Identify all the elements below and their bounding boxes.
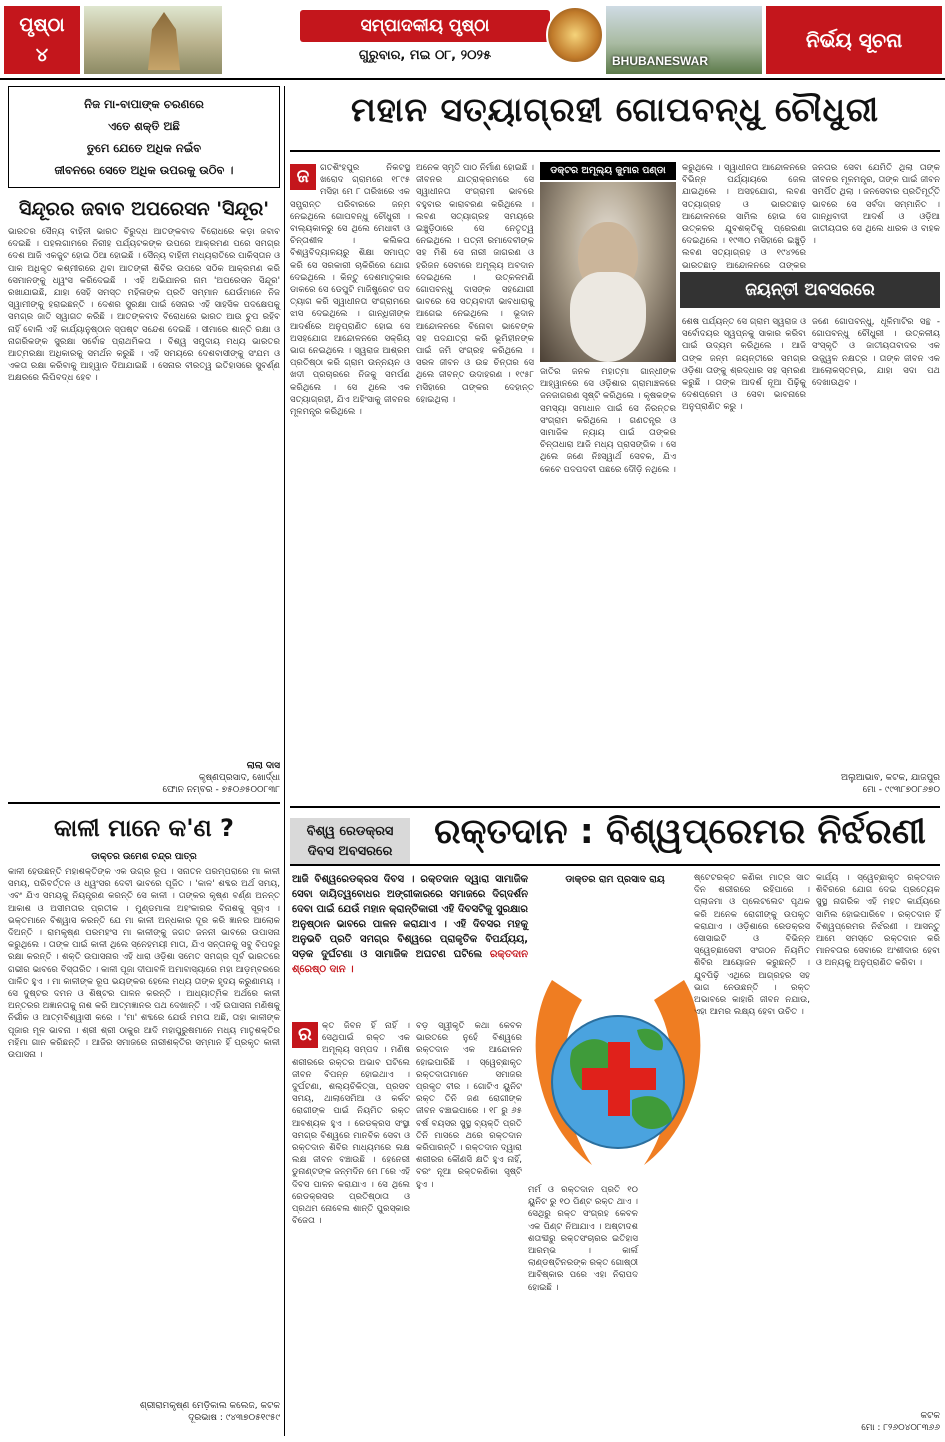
article2-author: ଡାକ୍ତର ରାମ ପ୍ରସାଦ ରାୟ [565, 874, 665, 885]
globe-hands-icon [522, 970, 714, 1180]
article1-col5: ଜନତାର ସେବା ଯେମିତି ଥିଲା ତାଙ୍କ ଜୀବନର ମୂଳମନ୍ତ୍ର, ତାଙ୍କ ପାଇଁ ଜୀବନ ସମର୍ପିତ ଥିଲା । ଜନସେବାର ପ୍ରତିମୂର୍ତ୍ତି ଭାବରେ ସେ ସର୍ବଦା ସମ୍ମାନିତ । ଗାନ୍ଧିବାଦୀ ଆଦର୍ଶ ଓ ଓଡ଼ିଆ ଜାତୀୟତାର ସେ ଥିଲେ ଧାରକ ଓ ବାହକ । [812, 163, 940, 247]
article1-col1 [290, 162, 410, 802]
article2-col5: କାର୍ଯ୍ୟ । ସ୍ୱେଚ୍ଛାକୃତ ରକ୍ତଦାନ ଶିବିରରେ ଯୋଗ ଦେଇ ପ୍ରତ୍ୟେକ ସୁସ୍ଥ ନାଗରିକ ଏହି ମହତ କାର୍ଯ୍ୟରେ ସାମିଲ ହୋଇପାରିବେ । ରକ୍ତଦାନ ହିଁ ବିଶ୍ୱପ୍ରେମର ନିର୍ଝରଣୀ । ଆସନ୍ତୁ ଆମେ ସମସ୍ତେ ରକ୍ତଦାନ କରି ମାନବତାର ସେବାରେ ଅଂଶୀଦାର ହେବା ଓ ଅନ୍ୟକୁ ଅନୁପ୍ରାଣିତ କରିବା । [816, 873, 940, 969]
author-portrait [540, 182, 676, 362]
article2-tag-line: ବିଶ୍ୱ ରେଡକ୍ରସ [306, 824, 394, 839]
article1-col4: କରୁଥିଲେ । ସ୍ୱାଧୀନତା ଆନ୍ଦୋଳନରେ ବିଭିନ୍ନ ପର୍ଯ୍ୟାୟରେ ଜେଲ ଯାଇଥିଲେ । ଅସହଯୋଗ, ଲବଣ ସତ୍ୟାଗ୍ରହ ଓ ଭାରତଛାଡ଼ ଆନ୍ଦୋଳନରେ ସାମିଲ ହୋଇ ସେ ଉତ୍କଳର ଯୁବଶକ୍ତିକୁ ପ୍ରେରଣା ଦେଇଥିଲେ । ୧୯୩୦ ମସିହାରେ ଇଞ୍ଚୁଡ଼ି ଲବଣ ସତ୍ୟାଗ୍ରହ ଓ ୧୯୪୨ରେ ଭାରତଛାଡ଼ ଆନ୍ଦୋଳନରେ ତାଙ୍କର [682, 163, 806, 271]
section-header [300, 10, 550, 63]
article2-tag [290, 818, 410, 866]
left-article1-title: ସିନ୍ଦୂରର ଜବାବ ଅପରେସନ 'ସିନ୍ଦୂର' [18, 198, 270, 220]
quote-line: ଜୀବନରେ ସେତେ ଅଧିକ ଉପରକୁ ଉଠିବ । [54, 163, 234, 177]
signature-place: ଅଲୁଆଭାବ, କଟକ, ଯାଜପୁର [841, 773, 940, 783]
article2-signature [816, 1406, 940, 1434]
signature-phone: ଫୋନ ନମ୍ବର - ୭୫୦୬୫୦୦୮୩୮ [162, 785, 280, 795]
header-photo-city [606, 6, 762, 74]
portrait-beard [570, 272, 646, 362]
article1-author-tag: ଡକ୍ଟର ଅମୂଲ୍ୟ କୁମାର ପଣ୍ଡା [540, 162, 676, 180]
left-column [8, 86, 280, 1424]
title-rule [290, 864, 940, 866]
page-number-box [4, 6, 80, 74]
city-caption: BHUBANESWAR [612, 54, 708, 68]
article1-col6: ଶେଷ ପର୍ଯ୍ୟନ୍ତ ସେ ଗ୍ରାମ ସ୍ୱରାଜ ଓ ସର୍ବୋଦୟର ସ୍ୱପ୍ନକୁ ସାକାର କରିବା ପାଇଁ ଉଦ୍ୟମ କରିଥିଲେ । ଆଜି ତାଙ୍କ ଜନ୍ମ ଜୟନ୍ତୀରେ ସମଗ୍ର ଓଡ଼ିଶା ତାଙ୍କୁ ଶ୍ରଦ୍ଧାର ସହ ସ୍ମରଣ କରୁଛି । ତାଙ୍କ ଆଦର୍ଶ ନୂଆ ପିଢ଼ିକୁ ଦେଶପ୍ରେମ ଓ ସେବା ଭାବନାରେ ଅନୁପ୍ରାଣିତ କରୁ । [682, 317, 806, 413]
article2-intro [292, 872, 528, 977]
article1-col3: ଜାତିର ଜନକ ମହାତ୍ମା ଗାନ୍ଧୀଙ୍କ ଆହ୍ୱାନରେ ସେ ଓଡ଼ିଶାର ଗ୍ରାମାଞ୍ଚଳରେ ଜନଜାଗରଣ ସୃଷ୍ଟି କରିଥିଲେ । କୃଷକଙ୍କ ସମସ୍ୟା ସମାଧାନ ପାଇଁ ସେ ନିରନ୍ତର ସଂଗ୍ରାମ କରିଥିଲେ । ଗଣତନ୍ତ୍ର ଓ ସାମାଜିକ ନ୍ୟାୟ ପାଇଁ ତାଙ୍କର ଚିନ୍ତାଧାରା ଆଜି ମଧ୍ୟ ପ୍ରାସଙ୍ଗିକ । ସେ ଥିଲେ ଜଣେ ନିଃସ୍ୱାର୍ଥ ସେବକ, ଯିଏ କେବେ ପଦପଦବୀ ପଛରେ ଦୌଡ଼ି ନଥିଲେ । [540, 367, 676, 475]
article2-col1-text: କ୍ତ ଜିବନ ହିଁ ନାହିଁ । ସେଥିପାଇଁ ରକ୍ତ ଏକ ଅମୂଲ୍ୟ ସମ୍ପଦ । ମଣିଷ ଶରୀରରେ ରକ୍ତର ଅଭାବ ଘଟିଲେ ଜୀବନ ବିପନ୍ନ ହୋଇଥାଏ । ଦୁର୍ଘଟଣା, ଶଲ୍ୟଚିକିତ୍ସା, ପ୍ରସବ ସମୟ, ଥାଲାସେମିଆ ଓ କର୍କଟ ରୋଗୀଙ୍କ ପାଇଁ ନିୟମିତ ରକ୍ତ ଆବଶ୍ୟକ ହୁଏ । ରେଡକ୍ରସ ସଂସ୍ଥା ସମଗ୍ର ବିଶ୍ୱରେ ମାନବିକ ସେବା ଓ ରକ୍ତଦାନ ଶିବିର ମାଧ୍ୟମରେ ଲକ୍ଷ ଲକ୍ଷ ଜୀବନ ବଞ୍ଚାଉଛି । ହେନେରୀ ଡୁନାଣ୍ଟଙ୍କ ଜନ୍ମଦିନ ମେ ୮ରେ ଏହି ଦିବସ ପାଳନ କରାଯାଏ । ସେ ଥିଲେ ରେଡକ୍ରସର ପ୍ରତିଷ୍ଠାତା ଓ ପ୍ରଥମ ନୋବେଲ ଶାନ୍ତି ପୁରସ୍କାର ବିଜେତା । [292, 1021, 410, 1227]
signature-place: କୃଷ୍ଣପ୍ରସାଦ, ଖୋର୍ଦ୍ଧା [198, 773, 280, 783]
article2-intro-text: ଆଜି ବିଶ୍ୱରେଡକ୍ରସ ଦିବସ । ରକ୍ତଦାନ ଦ୍ୱାରା ସାମାଜିକ ସେବା ଦାୟିତ୍ୱବୋଧର ଅଙ୍ଗୀକାରରେ ସମାଜରେ ଦିଗ୍‌ଦର୍ଶନ ଦେବା ପାଇଁ ଯେଉଁ ମହାନ କ୍ରାନ୍ତିକାରୀ ଏହି ଦିବସଟିକୁ ସୁରକ୍ଷାର ଅନୁଷ୍ଠାନ ଭାବରେ ପାଳନ କରାଯାଏ । ଏହି ଦିବସର ମହକୁ ଅନୁଭବି ପ୍ରତି ସମଗ୍ର ବିଶ୍ୱରେ ପ୍ରାକୃତିକ ବିପର୍ଯ୍ୟୟ, ସଡ଼କ ଦୁର୍ଘଟଣା ଓ ସାମାଜିକ ଅଘଟଣ ଘଟିଲେ [292, 874, 528, 960]
left-article2-body: କାଳୀ ହେଉଛନ୍ତି ମହାଶକ୍ତିଙ୍କ ଏକ ଉଗ୍ର ରୂପ । ସନାତନ ପରମ୍ପରାରେ ମା କାଳୀ ସମୟ, ପରିବର୍ତ୍ତନ ଓ ଧ୍ୱଂସର ଦେବୀ ଭାବରେ ପୂଜିତ । 'କାଳ' ଶବ୍ଦର ଅର୍ଥ ସମୟ, ଏବଂ ଯିଏ ସମୟକୁ ନିୟନ୍ତ୍ରଣ କରନ୍ତି ସେ କାଳୀ । ତାଙ୍କର କୃଷ୍ଣ ବର୍ଣ୍ଣ ଅନନ୍ତ ଆକାଶ ଓ ଅସୀମତାର ପ୍ରତୀକ । ମୁଣ୍ଡମାଳା ଅହଂକାରର ବିନାଶକୁ ସୂଚାଏ । ଭକ୍ତମାନେ ବିଶ୍ୱାସ କରନ୍ତି ଯେ ମା କାଳୀ ଅନ୍ଧକାର ଦୂର କରି ଜ୍ଞାନର ଆଲୋକ ଦିଅନ୍ତି । ରାମକୃଷ୍ଣ ପରମହଂସ ମା କାଳୀଙ୍କୁ ଜଗତ ଜନନୀ ଭାବରେ ଉପାସନା କରୁଥିଲେ । ତାଙ୍କ ପାଇଁ କାଳୀ ଥିଲେ ସ୍ନେହମୟୀ ମାତା, ଯିଏ ସନ୍ତାନକୁ ସବୁ ବିପଦରୁ ରକ୍ଷା କରନ୍ତି । ଶକ୍ତି ଉପାସନାର ଏହି ଧାରା ଓଡ଼ିଶା ସମେତ ସମଗ୍ର ପୂର୍ବ ଭାରତରେ ଗଭୀର ଭାବରେ ବିସ୍ତାରିତ । କାଳୀ ପୂଜା ଦୀପାବଳି ଅମାବାସ୍ୟାରେ ମହା ଆଡ଼ମ୍ବରରେ ପାଳିତ ହୁଏ । ମା କାଳୀଙ୍କ ରୂପ ଭୟଙ୍କର ହେଲେ ମଧ୍ୟ ତାଙ୍କ ହୃଦୟ କରୁଣାମୟ । ସେ ଦୁଷ୍ଟର ଦମନ ଓ ଶିଷ୍ଟର ପାଳନ କରନ୍ତି । ଆଧ୍ୟାତ୍ମିକ ଅର୍ଥରେ କାଳୀ ଅନ୍ତରର ଅଜ୍ଞାନତାକୁ ନାଶ କରି ଆତ୍ମଜ୍ଞାନର ପଥ ଦେଖାନ୍ତି । ଏହି ଉପାସନା ମଣିଷକୁ ନିର୍ଭୀକ ଓ ଆତ୍ମବିଶ୍ୱାସୀ କରେ । 'ମା' ଶବ୍ଦରେ ଯେଉଁ ମମତା ଅଛି, ତାହା କାଳୀଙ୍କ ପୂଜାର ମୂଳ ଭାବନା । ଶ୍ରୀ ଶ୍ରୀ ଠାକୁର ଆଦି ମହାପୁରୁଷମାନେ ମଧ୍ୟ ମାତୃଶକ୍ତିର ମହିମା ଗାନ କରିଛନ୍ତି । ଆଜିର ସମାଜରେ ନାରୀଶକ୍ତିର ସମ୍ମାନ ହିଁ ପ୍ରକୃତ କାଳୀ ଉପାସନା । [8, 867, 280, 1061]
article2-tag-line: ଦିବସ ଅବସରରେ [307, 844, 393, 859]
quote-line: ତୁମେ ଯେତେ ଅଧିକ ନଇଁବ [86, 141, 202, 155]
title-rule [290, 150, 940, 152]
signature-place: କଟକ [920, 1411, 940, 1421]
quote-line: ନିଜ ମା-ବାପାଙ୍କ ଚରଣରେ [84, 97, 204, 111]
blood-donation-illustration [522, 970, 714, 1180]
signature-phone: ମୋ - ୯୯୩୮୭୦୮୬୭୦ [862, 785, 940, 795]
article1-dropcap: ଜ [290, 164, 316, 190]
signature-phone: ମୋ : ୮୨୬୦୪୦୮୩୬୬ [861, 1423, 940, 1433]
article2-col1 [292, 1020, 410, 1432]
signature-place: ଶ୍ରୀରାମକୃଷ୍ଣ ମେଡ଼ିକାଲ କଲେଜ, କଟକ [139, 1401, 280, 1411]
red-cross-horizontal [582, 1068, 656, 1090]
article1-title: ମହାନ ସତ୍ୟାଗ୍ରହୀ ଗୋପବନ୍ଧୁ ଚୌଧୁରୀ [350, 90, 880, 129]
left-article1-signature [8, 756, 280, 796]
article1-col2: ଅନେକ ସ୍ମୃତି ପାଠ ନିର୍ମାଣ ହୋଇଛି । ଜୀବନର ଯାତ୍ରାକ୍ରମରେ ସେ ସ୍ୱାଧୀନତା ସଂଗ୍ରାମୀ ଭାବରେ ବହୁବାର କାରାବରଣ କରିଥିଲେ । ଲବଣ ସତ୍ୟାଗ୍ରହ ସମୟରେ ଇଞ୍ଚୁଡ଼ିଠାରେ ସେ ନେତୃତ୍ୱ ନେଇଥିଲେ । ପତ୍ନୀ ରମାଦେବୀଙ୍କ ସହ ମିଶି ସେ ନାରୀ ଜାଗରଣ ଓ ହରିଜନ ସେବାରେ ଅମୂଲ୍ୟ ଅବଦାନ ଦେଇଥିଲେ । ଉତ୍କଳମଣି ଗୋପବନ୍ଧୁ ଦାସଙ୍କ ସହଯୋଗୀ ଭାବରେ ସେ ସତ୍ୟବାଦୀ ଭାବଧାରାକୁ ଆଗେଇ ନେଇଥିଲେ । ଭୂଦାନ ଆନ୍ଦୋଳନରେ ବିନୋବା ଭାବେଙ୍କ ସହ ପଦଯାତ୍ରା କରି ଭୂମିହୀନଙ୍କ ପାଇଁ ଜମି ସଂଗ୍ରହ କରିଥିଲେ । ସରଳ ଜୀବନ ଓ ଉଚ୍ଚ ଚିନ୍ତାର ସେ ଥିଲେ ଜୀବନ୍ତ ଉଦାହରଣ । ୧୯୫୮ ମସିହାରେ ତାଙ୍କର ଦେହାନ୍ତ ହୋଇଥିଲା । [416, 163, 534, 405]
section-rule [290, 806, 940, 808]
article2-col3: ମର୍ମ ଓ ରକ୍ତଦାନ ପ୍ରତି ୧୦ ୟୁନିଟ ରୁ ୧୦ ପିଣ୍ଟ ରକ୍ତ ଥାଏ । ସେଥିରୁ ରକ୍ତ ସଂଗ୍ରହ କେବଳ ଏକ ପିଣ୍ଟ ନିଆଯାଏ । ଅଷ୍ଟାଦଶ ଶତାବ୍ଦୀରୁ ରକ୍ତସଂଚାରର ଇତିହାସ ଆରମ୍ଭ । କାର୍ଲ ଲାଣ୍ଡଷ୍ଟିନରଙ୍କ ରକ୍ତ ଗୋଷ୍ଠୀ ଆବିଷ୍କାର ପରେ ଏହା ନିରାପଦ ହୋଇଛି । [528, 1185, 638, 1293]
newspaper-brand: ନିର୍ଭୟ ସୂଚନା [766, 6, 942, 74]
quote-box [8, 86, 280, 188]
signature-phone: ଦୂରଭାଷ : ୯୪୩୭୦୫୧୯୫୯ [188, 1413, 280, 1423]
left-article2-author: ଡାକ୍ତର ଉମେଶ ଚନ୍ଦ୍ର ପାତ୍ର [91, 852, 197, 862]
article2-intro-emphasis: ରକ୍ତଦାନ ଶ୍ରେଷ୍ଠ ଦାନ । [292, 949, 528, 975]
left-article2-title: କାଳୀ ମାନେ କ'ଣ ? [54, 814, 234, 842]
jayanti-banner: ଜୟନ୍ତୀ ଅବସରରେ [680, 272, 940, 308]
left-article2-signature [8, 1396, 280, 1424]
quote-line: ଏତେ ଶକ୍ତି ଅଛି [108, 119, 180, 133]
temple-illustration [144, 12, 184, 70]
divider [8, 802, 280, 804]
article1-col1-text: ଗତଶିଂହପୁର ନିକଟସ୍ଥ ଖରୋଦ ଗ୍ରାମରେ ୧୮୯୫ ମସିହା ମେ ୮ ତାରିଖରେ ଏକ ସମ୍ଭ୍ରାନ୍ତ ପରିବାରରେ ଜନ୍ମ ନେଇଥିଲେ ଗୋପବନ୍ଧୁ ଚୌଧୁରୀ । ବାଲ୍ୟକାଳରୁ ସେ ଥିଲେ ମେଧାବୀ ଓ ଚିନ୍ତାଶୀଳ । କଲିକତା ବିଶ୍ୱବିଦ୍ୟାଳୟରୁ ଶିକ୍ଷା ସମାପ୍ତ କରି ସେ ସରକାରୀ ଚାକିରିରେ ଯୋଗ ଦେଇଥିଲେ । କିନ୍ତୁ ଦେଶମାତୃକାର ଡାକରେ ସେ ଡେପୁଟି ମାଜିଷ୍ଟ୍ରେଟ ପଦ ତ୍ୟାଗ କରି ସ୍ୱାଧୀନତା ସଂଗ୍ରାମରେ ଝାସ ଦେଇଥିଲେ । ଗାନ୍ଧିଜୀଙ୍କ ଆଦର୍ଶରେ ଅନୁପ୍ରାଣିତ ହୋଇ ସେ ଅସହଯୋଗ ଆନ୍ଦୋଳନରେ ସକ୍ରିୟ ଭାଗ ନେଇଥିଲେ । ସ୍ୱରାଜ ଆଶ୍ରମ ପ୍ରତିଷ୍ଠା କରି ଗ୍ରାମ ଉନ୍ନୟନ ଓ ଖଦୀ ପ୍ରଚାରରେ ନିଜକୁ ସମର୍ପଣ କରିଥିଲେ । ସେ ଥିଲେ ଏକ ସତ୍ୟାଗ୍ରହୀ, ଯିଏ ଅହିଂସାକୁ ଜୀବନର ମୂଳମନ୍ତ୍ର କରିଥିଲେ । [290, 163, 410, 418]
header-photo-food [546, 6, 604, 64]
issue-date: ଗୁରୁବାର, ମଇ ୦୮, ୨୦୨୫ [358, 48, 492, 63]
signature-name: ଲାଲା ଦାସ [246, 761, 280, 771]
article2-col2: ବଡ଼ ସ୍ୱୀକୃତି କଥା କେବଳ ଭାରତରେ ନୁହେଁ ବିଶ୍ୱରେ ରକ୍ତଦାନ ଏକ ଆନ୍ଦୋଳନ ହୋଇପାରିଛି । ସ୍ୱେଚ୍ଛାକୃତ ରକ୍ତଦାତାମାନେ ସମାଜର ପ୍ରକୃତ ବୀର । ଗୋଟିଏ ୟୁନିଟ ରକ୍ତ ତିନି ଜଣ ରୋଗୀଙ୍କ ଜୀବନ ବଞ୍ଚାଇପାରେ । ୧୮ ରୁ ୬୫ ବର୍ଷ ବୟସର ସୁସ୍ଥ ବ୍ୟକ୍ତି ପ୍ରତି ତିନି ମାସରେ ଥରେ ରକ୍ତଦାନ କରିପାରନ୍ତି । ରକ୍ତଦାନ ଦ୍ୱାରା ଶରୀରର କୌଣସି କ୍ଷତି ହୁଏ ନାହିଁ, ବରଂ ନୂଆ ରକ୍ତକଣିକା ସୃଷ୍ଟି ହୁଏ । [416, 1021, 522, 1190]
article1-signature [812, 768, 940, 796]
article2-title: ରକ୍ତଦାନ : ବିଶ୍ୱପ୍ରେମର ନିର୍ଝରଣୀ [434, 812, 926, 852]
column-rule [284, 86, 285, 1436]
masthead [0, 0, 945, 80]
page-number: ୪ [35, 44, 49, 66]
article2-dropcap: ର [292, 1022, 318, 1048]
left-article1-body: ଭାରତର ସୈନ୍ୟ ବାହିନୀ ଭାରତ ବିରୁଦ୍ଧ ଆତଙ୍କବାଦ ବିରୋଧରେ କଡ଼ା ଜବାବ ଦେଇଛି । ପହଲଗାମରେ ନିରୀହ ପର୍ଯ୍ୟଟକଙ୍କ ଉପରେ ଆକ୍ରମଣ ପରେ ସମଗ୍ର ଦେଶ ଆଜି ଏକଜୁଟ ହୋଇ ଠିଆ ହୋଇଛି । ସୈନ୍ୟ ବାହିନୀ ମଧ୍ୟରାତିରେ ପାକିସ୍ତାନ ଓ ପାକ ଅଧିକୃତ କଶ୍ମୀରରେ ଥିବା ଆତଙ୍କୀ ଶିବିର ଉପରେ ସଠିକ ଆକ୍ରମଣ କରି ସେମାନଙ୍କୁ ଧ୍ୱଂସ କରିଦେଇଛି । ଏହି ଅଭିଯାନର ନାମ 'ଅପରେସନ ସିନ୍ଦୂର' ରଖାଯାଇଛି, ଯାହା ସେହି ସମସ୍ତ ମହିଳାଙ୍କ ପ୍ରତି ସମ୍ମାନ ଯେଉଁମାନେ ନିଜ ସ୍ୱାମୀଙ୍କୁ ହରାଇଛନ୍ତି । ଦେଶର ସୁରକ୍ଷା ପାଇଁ ସେନାର ଏହି ସାହସିକ ପଦକ୍ଷେପକୁ ସମଗ୍ର ଜାତି ସ୍ୱାଗତ କରିଛି । ଆତଙ୍କବାଦ ବିରୋଧରେ ଭାରତ ଆଉ ଚୁପ ରହିବ ନାହିଁ ବୋଲି ଏହି କାର୍ଯ୍ୟାନୁଷ୍ଠାନ ସ୍ପଷ୍ଟ ସନ୍ଦେଶ ଦେଇଛି । ସୀମାରେ ଶାନ୍ତି ରକ୍ଷା ଓ ନାଗରିକଙ୍କ ସୁରକ୍ଷା ସର୍ବୋଚ୍ଚ ପ୍ରାଥମିକତା । ବିଶ୍ୱ ସମୁଦାୟ ମଧ୍ୟ ଭାରତର ଆତ୍ମରକ୍ଷା ଅଧିକାରକୁ ସମର୍ଥନ କରୁଛି । ଏହି ସମୟରେ ଦେଶବାସୀଙ୍କୁ ସଂଯମ ଓ ଏକତା ରକ୍ଷା କରିବାକୁ ଆହ୍ୱାନ ଦିଆଯାଇଛି । ସେନାର ବୀରତ୍ୱ ଇତିହାସରେ ସୁବର୍ଣ୍ଣ ଅକ୍ଷରରେ ଲିପିବଦ୍ଧ ହେବ । [8, 227, 280, 384]
page-label: ପୃଷ୍ଠା [19, 14, 65, 36]
article1-col7: ଜଣେ ଗୋପବନ୍ଧୁ, ଧୂଳିମାଟିର ସନ୍ଥ - ଗୋପବନ୍ଧୁ ଚୌଧୁରୀ । ଉତ୍କଳୀୟ ସଂସ୍କୃତି ଓ ଜାତୀୟତାବାଦର ଏକ ଉଜ୍ଜ୍ୱଳ ନକ୍ଷତ୍ର । ତାଙ୍କ ଜୀବନ ଏକ ଆଲୋକସ୍ତମ୍ଭ, ଯାହା ସଦା ପଥ ଦେଖାଉଥିବ । [812, 317, 940, 389]
article2-col4: ଷ୍ଟେଟରକ୍ତ କଣିକା ମାତ୍ର ସାତ ଦିନ ଶରୀରରେ ରହିପାରେ । ପ୍ଲାଜମା ଓ ପ୍ଲେଟଲେଟ ପୃଥକ କରି ଅନେକ ରୋଗୀଙ୍କୁ ଉପକୃତ କରାଯାଏ । ଓଡ଼ିଶାରେ ରେଡକ୍ରସ ସୋସାଇଟି ଓ ବିଭିନ୍ନ ସ୍ୱେଚ୍ଛାସେବୀ ସଂଗଠନ ନିୟମିତ ଶିବିର ଆୟୋଜନ କରୁଛନ୍ତି । ଯୁବପିଢ଼ି ଏଥିରେ ଆଗ୍ରହର ସହ ଭାଗ ନେଉଛନ୍ତି । ରକ୍ତ ଅଭାବରେ କାହାରି ଜୀବନ ନଯାଉ, ଏହା ଆମର ଲକ୍ଷ୍ୟ ହେବା ଉଚିତ । [694, 873, 810, 1018]
header-photo-temple [84, 6, 222, 74]
section-title: ସମ୍ପାଦକୀୟ ପୃଷ୍ଠା [300, 10, 550, 42]
